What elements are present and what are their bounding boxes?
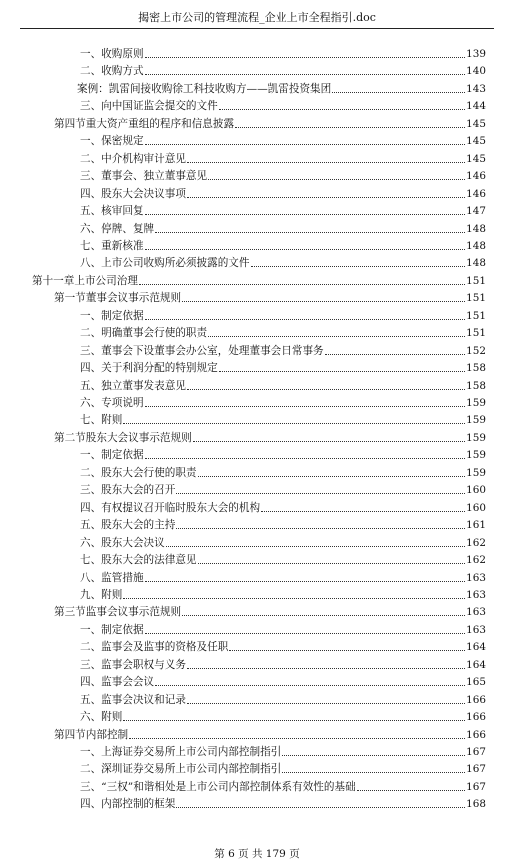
toc-entry [80, 707, 486, 724]
toc-entry [80, 219, 486, 236]
toc-entry [80, 323, 486, 340]
toc-dot-leader [187, 703, 465, 704]
toc-dot-leader [332, 92, 465, 93]
toc-dot-leader [182, 615, 465, 616]
toc-entry-title: 三、监事会职权与义务 [80, 658, 186, 671]
toc-dot-leader [261, 511, 465, 512]
toc-entry-title: 第四节内部控制 [54, 728, 129, 741]
toc-entry-title: 六、停牌、复牌 [80, 222, 155, 235]
toc-dot-leader [145, 144, 466, 145]
toc-entry [80, 742, 486, 759]
toc-page-number: 167 [466, 780, 486, 793]
toc-page-number: 159 [466, 431, 486, 444]
toc-entry-title: 六、股东大会决议 [80, 536, 165, 549]
toc-page-number: 148 [466, 257, 486, 270]
toc-dot-leader [145, 57, 466, 58]
toc-dot-leader [229, 650, 465, 651]
toc-dot-leader [123, 598, 465, 599]
toc-entry [80, 201, 486, 218]
toc-dot-leader [219, 371, 465, 372]
toc-page-number: 151 [466, 327, 486, 340]
toc-dot-leader [208, 336, 465, 337]
toc-dot-leader [357, 790, 465, 791]
toc-entry-title: 一、上海证券交易所上市公司内部控制指引 [80, 746, 282, 758]
toc-page-number: 160 [466, 484, 486, 497]
toc-dot-leader [155, 232, 465, 233]
toc-dot-leader [123, 423, 465, 424]
toc-entry [80, 376, 486, 393]
toc-page-number: 166 [466, 728, 486, 741]
toc-page-number: 146 [466, 170, 486, 183]
toc-page-number: 159 [466, 414, 486, 427]
toc-page-number: 168 [466, 798, 486, 811]
toc-page-number: 158 [466, 379, 486, 392]
toc-entry [80, 358, 486, 375]
toc-page-number: 148 [466, 222, 486, 235]
toc-entry [80, 498, 486, 515]
toc-dot-leader [176, 807, 465, 808]
toc-page-number: 151 [466, 274, 486, 287]
toc-page-number: 162 [466, 536, 486, 549]
toc-page-number: 165 [466, 676, 486, 689]
toc-page-number: 164 [466, 641, 486, 654]
toc-entry [80, 655, 486, 672]
toc-entry-title: 三、董事会、独立董事意见 [80, 170, 208, 183]
toc-dot-leader [193, 441, 465, 442]
toc-dot-leader [187, 197, 465, 198]
toc-page-number: 166 [466, 693, 486, 706]
toc-page-number: 145 [466, 152, 486, 165]
toc-page-number: 139 [466, 48, 486, 60]
toc-entry [32, 271, 486, 288]
toc-page-number: 159 [466, 397, 486, 409]
toc-entry [80, 620, 486, 637]
toc-entry-title: 三、董事会下设董事会办公室，处理董事会日常事务 [80, 344, 324, 357]
header-divider [20, 28, 494, 29]
toc-entry-title: 五、股东大会的主持 [80, 519, 176, 532]
toc-entry [80, 445, 486, 462]
toc-entry-title: 二、收购方式 [80, 65, 144, 78]
toc-page-number: 167 [466, 746, 486, 758]
toc-dot-leader [176, 528, 465, 529]
toc-entry [80, 515, 486, 532]
toc-page-number: 159 [466, 449, 486, 462]
toc-entry [80, 777, 486, 794]
toc-entry [54, 428, 486, 445]
toc-entry [54, 114, 486, 131]
toc-entry-title: 五、监事会决议和记录 [80, 693, 186, 706]
toc-dot-leader [198, 476, 466, 477]
toc-entry [80, 568, 486, 585]
toc-entry-title: 六、附则 [80, 711, 123, 724]
toc-dot-leader [145, 74, 466, 75]
toc-entry [54, 288, 486, 305]
toc-entry [80, 149, 486, 166]
toc-entry-title: 九、附则 [80, 588, 123, 601]
toc-page-number: 146 [466, 187, 486, 200]
toc-dot-leader [145, 319, 466, 320]
toc-dot-leader [282, 772, 465, 773]
toc-dot-leader [219, 109, 465, 110]
toc-page-number: 163 [466, 606, 486, 619]
toc-entry-title: 二、深圳证券交易所上市公司内部控制指引 [80, 763, 282, 776]
toc-entry-title: 一、制定依据 [80, 623, 144, 636]
toc-page-number: 163 [466, 623, 486, 636]
toc-entry [54, 602, 486, 619]
toc-dot-leader [235, 127, 465, 128]
toc-dot-leader [145, 633, 466, 634]
toc-entry-title: 二、明确董事会行使的职责 [80, 327, 208, 340]
toc-entry-title: 七、附则 [80, 414, 123, 427]
toc-dot-leader [182, 301, 465, 302]
toc-entry [77, 79, 486, 96]
toc-dot-leader [325, 354, 466, 355]
toc-page-number: 148 [466, 239, 486, 252]
document-header-title: 揭密上市公司的管理流程_企业上市全程指引.doc [138, 11, 376, 24]
toc-entry-title: 第十一章上市公司治理 [32, 274, 138, 287]
toc-entry [80, 690, 486, 707]
toc-entry [80, 410, 486, 427]
toc-page-number: 140 [466, 65, 486, 78]
toc-entry-title: 一、收购原则 [80, 48, 144, 60]
toc-entry-title: 一、制定依据 [80, 309, 144, 322]
toc-entry-title: 二、中介机构审计意见 [80, 152, 186, 165]
toc-dot-leader [187, 668, 465, 669]
toc-entry-title: 七、重新核准 [80, 239, 144, 252]
toc-entry-title: 四、股东大会决议事项 [80, 187, 186, 200]
toc-dot-leader [145, 249, 466, 250]
toc-entry [80, 184, 486, 201]
toc-entry-title: 四、关于利润分配的特别规定 [80, 362, 218, 375]
toc-entry [80, 393, 486, 410]
toc-page-number: 164 [466, 658, 486, 671]
toc-entry [80, 672, 486, 689]
toc-page-number: 160 [466, 501, 486, 514]
toc-entry [80, 463, 486, 480]
toc-dot-leader [187, 162, 465, 163]
toc-dot-leader [123, 720, 465, 721]
toc-entry-title: 四、有权提议召开临时股东大会的机构 [80, 501, 261, 514]
toc-entry-title: 三、“三权”和谐相处是上市公司内部控制体系有效性的基础 [80, 780, 356, 793]
toc-dot-leader [166, 546, 465, 547]
toc-entry [80, 236, 486, 253]
toc-dot-leader [145, 406, 466, 407]
toc-page-number: 163 [466, 571, 486, 584]
toc-dot-leader [145, 458, 466, 459]
toc-entry-title: 二、监事会及监事的资格及任职 [80, 641, 229, 654]
toc-entry-title: 四、内部控制的框架 [80, 798, 176, 811]
toc-dot-leader [251, 266, 466, 267]
toc-entry [80, 61, 486, 78]
toc-entry [80, 166, 486, 183]
toc-dot-leader [145, 581, 466, 582]
toc-page-number: 144 [466, 100, 486, 113]
toc-dot-leader [139, 284, 465, 285]
toc-dot-leader [145, 214, 466, 215]
toc-entry-title: 四、监事会会议 [80, 676, 155, 689]
toc-entry-title: 二、股东大会行使的职责 [80, 466, 197, 479]
toc-entry-title: 三、股东大会的召开 [80, 484, 176, 497]
toc-entry [80, 44, 486, 61]
toc-page-number: 151 [466, 309, 486, 322]
toc-entry-title: 一、制定依据 [80, 449, 144, 462]
toc-dot-leader [282, 755, 465, 756]
toc-entry [80, 96, 486, 113]
toc-dot-leader [198, 563, 466, 564]
toc-entry [80, 585, 486, 602]
toc-entry-title: 第二节股东大会议事示范规则 [54, 431, 192, 444]
toc-page-number: 166 [466, 711, 486, 724]
toc-dot-leader [155, 685, 465, 686]
toc-entry [80, 131, 486, 148]
toc-entry-title: 八、上市公司收购所必须披露的文件 [80, 257, 250, 270]
toc-page-number: 159 [466, 466, 486, 479]
toc-page-number: 167 [466, 763, 486, 776]
toc-dot-leader [129, 738, 465, 739]
toc-page-number: 162 [466, 554, 486, 567]
toc-entry [80, 550, 486, 567]
toc-entry-title: 第一节董事会议事示范规则 [54, 292, 182, 305]
toc-dot-leader [208, 179, 465, 180]
toc-entry-title: 第三节监事会议事示范规则 [54, 606, 182, 619]
toc-entry [80, 306, 486, 323]
toc-dot-leader [187, 389, 465, 390]
toc-entry-title: 六、专项说明 [80, 397, 144, 409]
toc-entry [54, 725, 486, 742]
toc-page-number: 158 [466, 362, 486, 375]
toc-page-number: 161 [466, 519, 486, 532]
toc-page-number: 143 [466, 82, 486, 95]
toc-page-number: 163 [466, 588, 486, 601]
toc-entry-title: 案例：凯雷间接收购徐工科技收购方——凯雷投资集团 [77, 82, 332, 95]
toc-page-number: 145 [466, 135, 486, 148]
toc-entry-title: 五、独立董事发表意见 [80, 379, 186, 392]
toc-entry-title: 第四节重大资产重组的程序和信息披露 [54, 117, 235, 130]
toc-entry-title: 七、股东大会的法律意见 [80, 554, 197, 567]
toc-entry-title: 三、向中国证监会提交的文件 [80, 100, 218, 113]
toc-entry [80, 253, 486, 270]
toc-page-number: 151 [466, 292, 486, 305]
toc-dot-leader [176, 493, 465, 494]
toc-entry [80, 759, 486, 776]
toc-entry [80, 341, 486, 358]
toc-entry [80, 794, 486, 811]
toc-entry-title: 八、监管措施 [80, 571, 144, 584]
toc-entry [80, 480, 486, 497]
toc-entry-title: 一、保密规定 [80, 135, 144, 148]
page-footer: 第 6 页 共 179 页 [214, 848, 300, 860]
toc-entry [80, 637, 486, 654]
toc-entry-title: 五、核审回复 [80, 205, 144, 218]
toc-page-number: 152 [466, 344, 486, 357]
toc-page-number: 145 [466, 117, 486, 130]
toc-page-number: 147 [466, 205, 486, 218]
toc-entry [80, 533, 486, 550]
